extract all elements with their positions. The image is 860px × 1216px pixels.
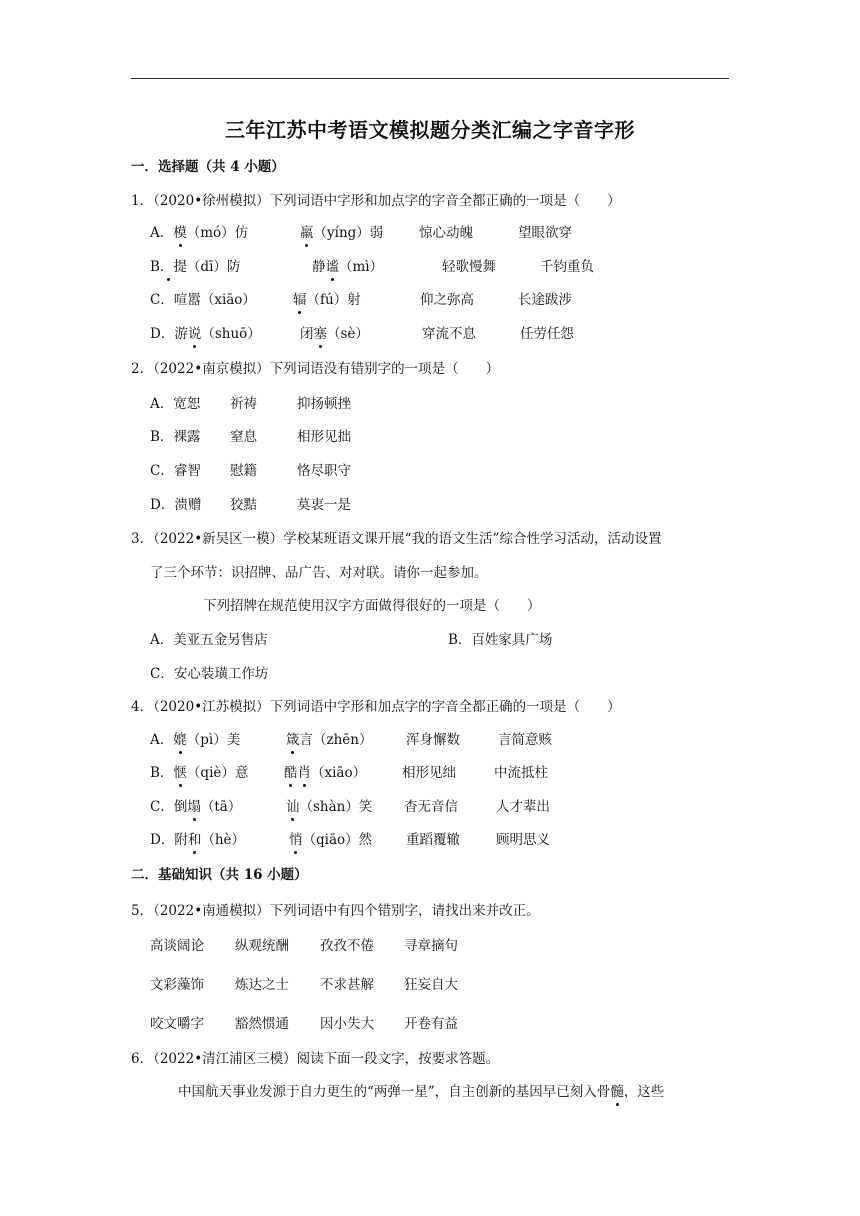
q3-option-a: A．美亚五金另售店 [150,632,268,648]
page-title: 三年江苏中考语文模拟题分类汇编之字音字形 [225,118,635,142]
question-5-stem: 5．（2022•南通模拟）下列词语中有四个错别字，请找出来并改正。 [131,903,540,919]
question-3-stem: 3．（2022•新吴区一模）学校某班语文课开展“我的语文生活”综合性学习活动，活动设置 [131,531,662,547]
document-page: 三年江苏中考语文模拟题分类汇编之字音字形 一．选择题（共 4 小题） 1．（2020•徐州模拟）下列词语中字形和加点字的字音全都正确的一项是（ ） A．模（mó）仿 羸（yíng）弱 惊心动魄 望眼欲穿 B．提（dī）防 静谧（mì） 轻歌慢舞 千钧重负 C．喧嚣（xiāo） 辐（fú）射 仰之弥高 长途跋涉 D．游说（shuō） 闭塞（sè） 穿流不息 任劳任怨 2．（2022•南京模拟）下列词语没有错别字的一项是（ ） A．宽恕 祈祷 抑扬顿挫 B．裸露 窒息 相形见拙 C．睿智 慰籍 恪尽职守 D．溃赠 狡黠 莫衷一是 3．（2022•新吴区一模）学校某班语文课开展“我的语文生活”综合性学习活动，活动设置 了三个环节：识招牌、品广告、对对联。请你一起参加。 下列招牌在规范使用汉字方面做得很好的一项是（ ） A．美亚五金另售店 B．百姓家具广场 C．安心装璜工作坊 4．（2020•江苏模拟）下列词语中字形和加点字的字音全都正确的一项是（ ） A．媲（pì）美 箴言（zhēn） 浑身懈数 言简意赅 B．惬（qiè）意 酷肖（xiāo） 相形见绌 中流抵柱 C．倒塌（tā） 讪（shàn）笑 杳无音信 人才辈出 D．附和（hè） 悄（qiāo）然 重蹈覆辙 顾明思义 二．基础知识（共 16 小题） 5．（2022•南通模拟）下列词语中有四个错别字，请找出来并改正。 高谈阔论 纵观统酬 孜孜不倦 寻章摘句 文彩藻饰 炼达之士 不求甚解 狂妄自大 咬文嚼字 豁然惯通 因小失大 开卷有益 6．（2022•清江浦区三模）阅读下面一段文字，按要求答题。 中国航天事业发源于自力更生的“两弹一星”，自主创新的基因早已刻入骨髓，这些 [0,0,860,1216]
header-rule [131,78,729,79]
q3-option-b: B．百姓家具广场 [448,632,553,648]
question-3-subquestion: 下列招牌在规范使用汉字方面做得很好的一项是（ ） [203,598,541,614]
q3-option-c: C．安心装璜工作坊 [150,666,269,682]
question-1-stem: 1．（2020•徐州模拟）下列词语中字形和加点字的字音全都正确的一项是（ ） [131,193,621,209]
section-heading-basic-knowledge: 二．基础知识（共 16 小题） [131,867,308,883]
section-heading-choice: 一．选择题（共 4 小题） [131,159,285,175]
question-4-stem: 4．（2020•江苏模拟）下列词语中字形和加点字的字音全都正确的一项是（ ） [131,699,621,715]
question-3-stem-continued: 了三个环节：识招牌、品广告、对对联。请你一起参加。 [150,565,488,581]
question-6-stem: 6．（2022•清江浦区三模）阅读下面一段文字，按要求答题。 [131,1051,500,1067]
question-6-passage: 中国航天事业发源于自力更生的“两弹一星”，自主创新的基因早已刻入骨髓，这些 [178,1084,665,1100]
question-2-stem: 2．（2022•南京模拟）下列词语没有错别字的一项是（ ） [131,361,500,377]
